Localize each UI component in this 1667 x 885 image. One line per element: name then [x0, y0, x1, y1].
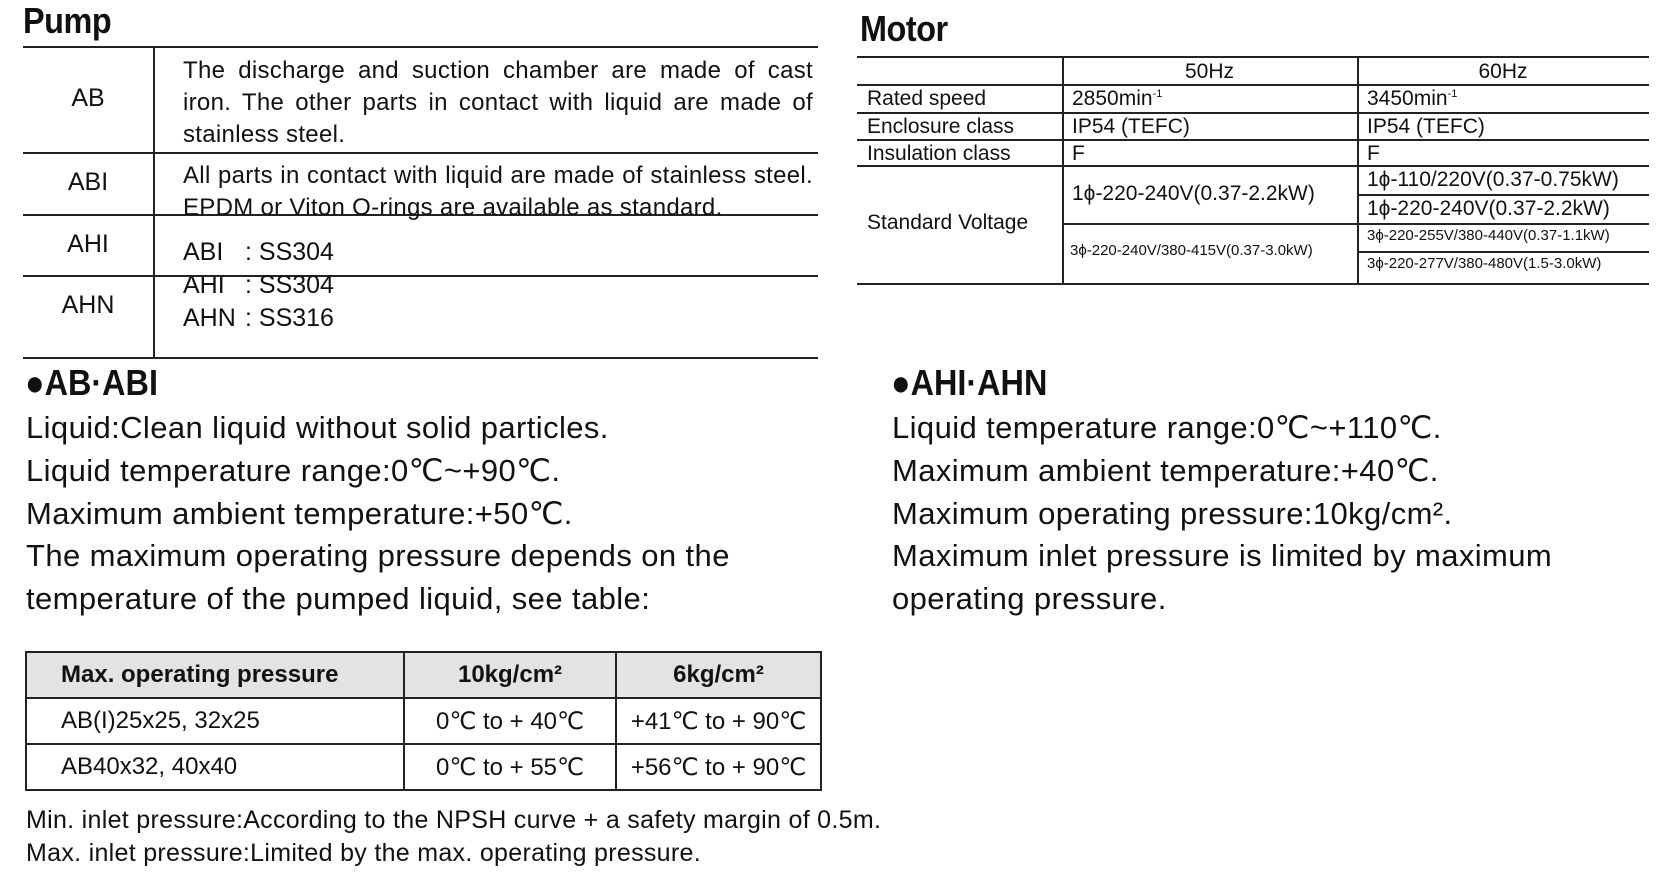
- label-enclosure: Enclosure class: [867, 115, 1015, 138]
- ab-abi-line: Liquid temperature range:0℃~+90℃.: [26, 453, 561, 488]
- ahi-ahn-line: Maximum inlet pressure is limited by maximum: [892, 538, 1553, 573]
- note-min-inlet: Min. inlet pressure:According to the NPSH curve + a safety margin of 0.5m.: [26, 806, 882, 834]
- temp-range-cell: +56℃ to + 90℃: [616, 744, 821, 790]
- voltage-50-three: 3ϕ-220-240V/380-415V(0.37-3.0kW): [1070, 242, 1313, 259]
- temp-range-cell: 0℃ to + 55℃: [404, 744, 616, 790]
- model-cell: AB(I)25x25, 32x25: [26, 698, 404, 744]
- pump-code-abi: ABI: [67, 168, 109, 196]
- material-row: ABI : SS304: [183, 238, 334, 266]
- material-row: AHN : SS316: [183, 304, 334, 332]
- voltage-60-single-110: 1ϕ-110/220V(0.37-0.75kW): [1367, 168, 1619, 191]
- voltage-50-single: 1ϕ-220-240V(0.37-2.2kW): [1072, 182, 1315, 205]
- header-max-pressure: Max. operating pressure: [26, 652, 404, 698]
- header-50hz: 50Hz: [1184, 60, 1235, 83]
- value-insulation-60: F: [1367, 142, 1380, 165]
- voltage-60-single-220: 1ϕ-220-240V(0.37-2.2kW): [1367, 197, 1610, 220]
- value-enclosure-50: IP54 (TEFC): [1072, 115, 1190, 138]
- material-row: AHI : SS304: [183, 271, 334, 299]
- value-speed-50: $2850\min^{-1}$: [1072, 87, 1163, 110]
- pump-code-ahn: AHN: [61, 291, 115, 319]
- motor-table: [857, 56, 1649, 285]
- value-enclosure-60: IP54 (TEFC): [1367, 115, 1485, 138]
- pump-title: Pump: [23, 0, 112, 41]
- ab-abi-line: Liquid:Clean liquid without solid particles.: [26, 410, 609, 445]
- ahi-ahn-line: Maximum operating pressure:10kg/cm².: [892, 496, 1453, 531]
- temp-range-cell: +41℃ to + 90℃: [616, 698, 821, 744]
- value-speed-60: $3450\min^{-1}$: [1367, 87, 1458, 110]
- model-cell: AB40x32, 40x40: [26, 744, 404, 790]
- ahi-ahn-line: operating pressure.: [892, 581, 1167, 616]
- ab-abi-line: temperature of the pumped liquid, see table:: [26, 581, 651, 616]
- header-6kg: 6kg/cm²: [616, 652, 821, 698]
- temp-range-cell: 0℃ to + 40℃: [404, 698, 616, 744]
- material-list: [183, 236, 334, 335]
- table-row: [26, 744, 821, 790]
- pressure-table: [25, 651, 822, 791]
- pump-table: [23, 46, 818, 359]
- ahi-ahn-line: Liquid temperature range:0℃~+110℃.: [892, 410, 1442, 445]
- pressure-table-header: [26, 652, 821, 698]
- label-insulation: Insulation class: [867, 142, 1011, 165]
- ab-abi-title: ●AB·ABI: [25, 362, 158, 403]
- header-60hz: 60Hz: [1478, 60, 1528, 83]
- voltage-60-three-277: 3ϕ-220-277V/380-480V(1.5-3.0kW): [1367, 255, 1602, 272]
- note-max-inlet: Max. inlet pressure:Limited by the max. operating pressure.: [26, 839, 701, 867]
- motor-title: Motor: [860, 8, 948, 49]
- voltage-60-three-255: 3ϕ-220-255V/380-440V(0.37-1.1kW): [1367, 227, 1610, 244]
- ahi-ahn-line: Maximum ambient temperature:+40℃.: [892, 453, 1439, 488]
- pump-code-ahi: AHI: [67, 230, 109, 258]
- label-voltage: Standard Voltage: [867, 211, 1029, 234]
- table-row: [26, 698, 821, 744]
- ab-abi-line: The maximum operating pressure depends on the: [26, 538, 730, 573]
- pump-desc-ab: The discharge and suction chamber are made of cast iron. The other parts in contact with liquid are made of stainless steel.: [183, 57, 813, 148]
- ahi-ahn-title: ●AHI·AHN: [891, 362, 1048, 403]
- value-insulation-50: F: [1072, 142, 1085, 165]
- label-rated-speed: Rated speed: [867, 87, 987, 110]
- ab-abi-line: Maximum ambient temperature:+50℃.: [26, 496, 573, 531]
- pump-code-ab: AB: [71, 84, 105, 112]
- pump-shared-desc: All parts in contact with liquid are made of stainless steel. EPDM or Viton O-rings are available as standard.: [183, 162, 813, 221]
- header-10kg: 10kg/cm²: [404, 652, 616, 698]
